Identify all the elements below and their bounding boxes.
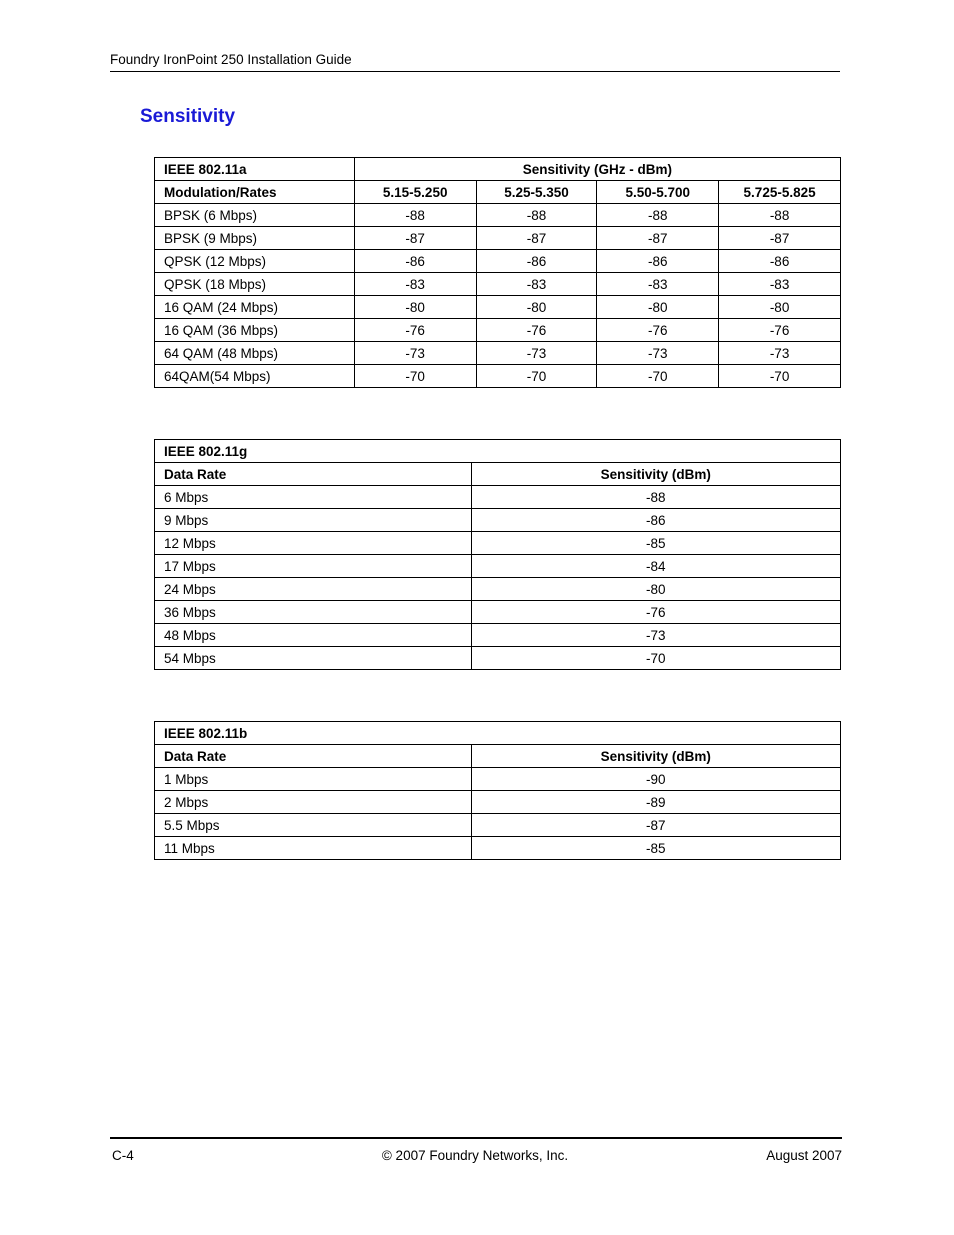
- sensitivity-value: -87: [719, 227, 841, 250]
- data-rate: 6 Mbps: [155, 486, 472, 509]
- table-row: [155, 486, 841, 509]
- data-rate: 5.5 Mbps: [155, 814, 472, 837]
- data-rate: 48 Mbps: [155, 624, 472, 647]
- sensitivity-value: -70: [476, 365, 597, 388]
- rate-label: QPSK (12 Mbps): [155, 250, 355, 273]
- sensitivity-value: -85: [471, 837, 840, 860]
- page-number: C-4: [112, 1148, 134, 1163]
- data-rate: 11 Mbps: [155, 837, 472, 860]
- sensitivity-value: -85: [471, 532, 840, 555]
- table-row: [155, 578, 841, 601]
- sensitivity-value: -87: [597, 227, 719, 250]
- running-header: Foundry IronPoint 250 Installation Guide: [110, 52, 840, 72]
- sensitivity-value: -87: [354, 227, 476, 250]
- sensitivity-value: -70: [471, 647, 840, 670]
- ieee-80211a-sensitivity-table: [154, 157, 841, 388]
- table-row: [155, 204, 841, 227]
- table-row: [155, 296, 841, 319]
- table-row: [155, 365, 841, 388]
- rate-label: 16 QAM (24 Mbps): [155, 296, 355, 319]
- sensitivity-value: -80: [597, 296, 719, 319]
- sensitivity-value: -70: [597, 365, 719, 388]
- sensitivity-value: -88: [354, 204, 476, 227]
- sensitivity-value: -84: [471, 555, 840, 578]
- sensitivity-value: -80: [471, 578, 840, 601]
- sensitivity-value: -83: [476, 273, 597, 296]
- table-header-row: [155, 745, 841, 768]
- sensitivity-value: -80: [719, 296, 841, 319]
- table-row: [155, 837, 841, 860]
- table-row: [155, 227, 841, 250]
- sensitivity-value: -87: [476, 227, 597, 250]
- ieee-80211g-sensitivity-table: [154, 439, 841, 670]
- table-row: [155, 814, 841, 837]
- sensitivity-value: -87: [471, 814, 840, 837]
- sensitivity-value: -90: [471, 768, 840, 791]
- column-group-header: Sensitivity (GHz - dBm): [354, 158, 840, 181]
- data-rate: 17 Mbps: [155, 555, 472, 578]
- sensitivity-value: -86: [719, 250, 841, 273]
- sensitivity-value: -76: [471, 601, 840, 624]
- sensitivity-value: -83: [354, 273, 476, 296]
- data-rate: 24 Mbps: [155, 578, 472, 601]
- table-title: IEEE 802.11b: [155, 722, 841, 745]
- sensitivity-value: -73: [354, 342, 476, 365]
- sensitivity-value: -76: [476, 319, 597, 342]
- table-row: [155, 647, 841, 670]
- sensitivity-value: -88: [719, 204, 841, 227]
- data-rate-header: Data Rate: [155, 463, 472, 486]
- sensitivity-value: -80: [354, 296, 476, 319]
- table-title: IEEE 802.11g: [155, 440, 841, 463]
- sensitivity-value: -86: [471, 509, 840, 532]
- band-header: 5.25-5.350: [476, 181, 597, 204]
- sensitivity-value: -70: [719, 365, 841, 388]
- table-header-row: [155, 181, 841, 204]
- band-header: 5.725-5.825: [719, 181, 841, 204]
- table-title-row: [155, 440, 841, 463]
- table-row: [155, 273, 841, 296]
- table-row: [155, 768, 841, 791]
- table-row: [155, 532, 841, 555]
- sensitivity-value: -86: [354, 250, 476, 273]
- table-row: [155, 509, 841, 532]
- sensitivity-header: Sensitivity (dBm): [471, 463, 840, 486]
- data-rate: 9 Mbps: [155, 509, 472, 532]
- table-title-row: [155, 722, 841, 745]
- sensitivity-value: -88: [471, 486, 840, 509]
- data-rate: 1 Mbps: [155, 768, 472, 791]
- row-header-label: Modulation/Rates: [155, 181, 355, 204]
- sensitivity-value: -88: [597, 204, 719, 227]
- sensitivity-value: -73: [719, 342, 841, 365]
- sensitivity-value: -70: [354, 365, 476, 388]
- sensitivity-value: -76: [354, 319, 476, 342]
- sensitivity-value: -73: [597, 342, 719, 365]
- section-title: Sensitivity: [140, 106, 236, 127]
- sensitivity-value: -89: [471, 791, 840, 814]
- rate-label: 16 QAM (36 Mbps): [155, 319, 355, 342]
- sensitivity-value: -73: [471, 624, 840, 647]
- table-row: [155, 791, 841, 814]
- data-rate-header: Data Rate: [155, 745, 472, 768]
- sensitivity-value: -73: [476, 342, 597, 365]
- rate-label: 64 QAM (48 Mbps): [155, 342, 355, 365]
- data-rate: 12 Mbps: [155, 532, 472, 555]
- table-row: [155, 555, 841, 578]
- band-header: 5.15-5.250: [354, 181, 476, 204]
- rate-label: 64QAM(54 Mbps): [155, 365, 355, 388]
- sensitivity-value: -86: [597, 250, 719, 273]
- ieee-80211b-sensitivity-table: [154, 721, 841, 860]
- table-title: IEEE 802.11a: [155, 158, 355, 181]
- table-row: [155, 342, 841, 365]
- sensitivity-value: -83: [719, 273, 841, 296]
- data-rate: 36 Mbps: [155, 601, 472, 624]
- sensitivity-value: -86: [476, 250, 597, 273]
- copyright-notice: © 2007 Foundry Networks, Inc.: [381, 1148, 569, 1163]
- footer-rule: [110, 1137, 842, 1139]
- sensitivity-value: -83: [597, 273, 719, 296]
- sensitivity-header: Sensitivity (dBm): [471, 745, 840, 768]
- publication-date: August 2007: [766, 1148, 842, 1163]
- table-row: [155, 601, 841, 624]
- sensitivity-value: -80: [476, 296, 597, 319]
- data-rate: 2 Mbps: [155, 791, 472, 814]
- table-row: [155, 624, 841, 647]
- table-header-row: [155, 463, 841, 486]
- sensitivity-value: -76: [597, 319, 719, 342]
- sensitivity-value: -88: [476, 204, 597, 227]
- data-rate: 54 Mbps: [155, 647, 472, 670]
- rate-label: BPSK (9 Mbps): [155, 227, 355, 250]
- table-row: [155, 319, 841, 342]
- rate-label: QPSK (18 Mbps): [155, 273, 355, 296]
- table-title-row: [155, 158, 841, 181]
- sensitivity-value: -76: [719, 319, 841, 342]
- band-header: 5.50-5.700: [597, 181, 719, 204]
- table-row: [155, 250, 841, 273]
- rate-label: BPSK (6 Mbps): [155, 204, 355, 227]
